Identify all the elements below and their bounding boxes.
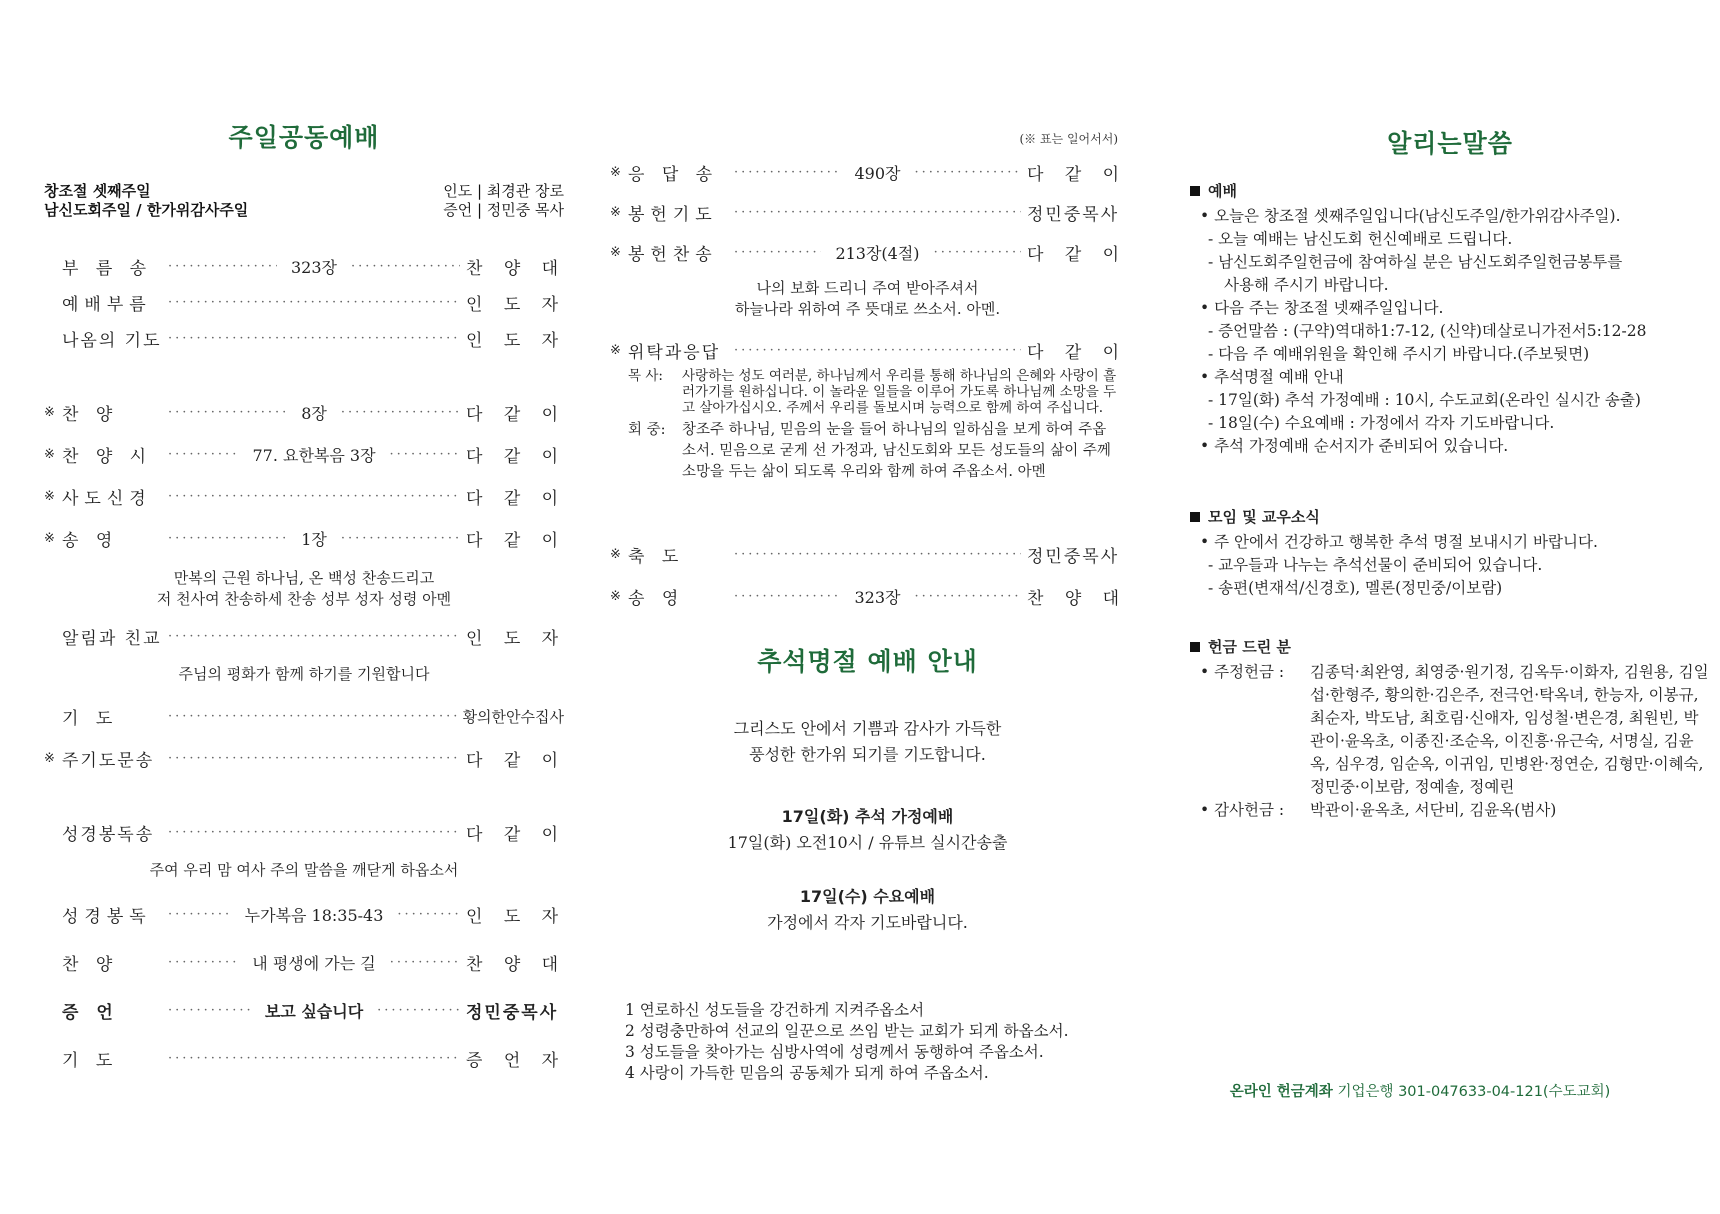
order-item: ※ 송 영 ····· 1장 ····· 다 같 이 [44,524,564,552]
announcement-line: - 증언말씀 : (구약)역대하1:7-12, (신약)데살로니가전서5:12-28 [1208,322,1647,340]
thanks-offering-names: 박관이·윤옥초, 서단비, 김윤옥(범사) [1310,801,1557,819]
offering-heading: 헌금 드린 분 [1208,638,1291,656]
order-list-mid-2 [610,540,1128,610]
announcement-line: • 주 안에서 건강하고 행복한 추석 명절 보내시기 바랍니다. [1200,533,1598,551]
announcement-line: • 추석명절 예배 안내 [1200,368,1344,386]
bullet-square-icon [1190,512,1200,522]
reading-song-text: 주여 우리 맘 여사 주의 말씀을 깨닫게 하옵소서 [149,861,459,879]
prayer-item: 2 성령충만하여 선교의 일꾼으로 쓰임 받는 교회가 되게 하옵소서. [625,1022,1069,1040]
offering-section [1190,636,1710,822]
chuseok-wednesday-worship: 17일(수) 수요예배 가정에서 각자 기도바랍니다. [767,887,968,932]
commission-text [628,368,1120,483]
order-item-prayer: 기 도 ····· 황의한안수집사 [44,702,564,730]
leader-label: 인도 | 최경관 장로 [443,182,564,200]
announcement-line: - 교우들과 나누는 추석선물이 준비되어 있습니다. [1208,556,1543,574]
announcement-line: • 다음 주는 창조절 넷째주일입니다. [1200,299,1444,317]
order-item-lords-prayer: ※ 주기도문송 ····· 다 같 이 [44,744,564,772]
fellowship-announcements [1190,506,1710,600]
order-item: ※ 봉헌기도 ····· 정민중목사 [610,198,1125,226]
order-item: ※ 찬 양 시 ····· 77. 요한복음 3장 ····· 다 같 이 [44,440,564,468]
order-item: ※ 축 도 ····· 정민중목사 [610,540,1125,568]
account-number: 기업은행 301-047633-04-121(수도교회) [1337,1084,1611,1100]
order-item: ※ 사도신경 ····· 다 같 이 [44,482,564,510]
order-list-1 [44,252,567,352]
announcement-line: - 다음 주 예배위원을 확인해 주시기 바랍니다.(주보뒷면) [1208,345,1590,363]
service-header [44,182,564,220]
season-label: 창조절 셋째주일 [44,182,151,200]
doxology-lyric: 만복의 근원 하나님, 온 백성 찬송드리고 저 천사여 찬송하세 찬송 성부 성자 성령 아멘 [156,569,452,608]
stand-note: (※ 표는 일어서서) [1019,132,1118,146]
announcement-line: - 송편(변재석/신경호), 멜론(정민중/이보람) [1208,579,1503,597]
order-item-commission: ※ 위탁과응답 ····· 다 같 이 [610,336,1125,364]
announcement-line: • 오늘은 창조절 셋째주일입니다(남신도주일/한가위감사주일). [1200,207,1621,225]
offering-lyric: 나의 보화 드리니 주여 받아주셔서 하늘나라 위하여 주 뜻대로 쓰소서. 아멘. [734,279,1001,318]
order-item: 예배부름 ····· 인 도 자 [44,288,564,316]
fellowship-heading: 모임 및 교우소식 [1208,508,1320,526]
bullet-square-icon [1190,642,1200,652]
worship-heading: 예배 [1208,182,1237,200]
announcement-line: 사용해 주시기 바랍니다. [1224,276,1389,294]
thanks-offering-label: • 감사헌금 : [1200,801,1285,819]
order-list-mid-1 [610,158,1128,266]
announcement-line: - 남신도회주일헌금에 참여하실 분은 남신도회주일헌금봉투를 [1208,253,1623,271]
people-words: 창조주 하나님, 믿음의 눈을 들어 하나님의 일하심을 보게 하여 주옵소서. 믿음으로 굳게 선 가정과, 남신도회와 모든 성도들의 삶이 주께 소망을 두는 삶이 되도록 우리와 함께 하여 주옵소서. 아멘 [682,422,1111,480]
order-list-2 [44,398,567,552]
order-item: 증 언 ····· 보고 싶습니다 ····· 정민중목사 [44,996,564,1024]
order-item: ※ 찬 양 ····· 8장 ····· 다 같 이 [44,398,564,426]
prayer-list [625,1000,1125,1084]
weekly-offering-names: 김종덕·최완영, 최영중·원기정, 김옥두·이화자, 김원용, 김일섭·한형주, 황의한·김은주, 전극언·탁옥녀, 한능자, 이봉규, 최순자, 박도남, 최호림·신애자, 임성철·변은경, 최원빈, 박관이·윤옥초, 이종진·조순옥, 이진흥·유근숙, 서명실, 김윤옥, 심우경, 임순옥, 이귀임, 민병완·정연순, 김형만·이혜숙, 정민중·이보람, 정예솔, 정예린 [1310,663,1709,796]
order-item: ※ 응 답 송 ····· 490장 ····· 다 같 이 [610,158,1125,186]
announcements-title: 알리는말씀 [1387,129,1513,158]
announcement-line: • 추석 가정예배 순서지가 준비되어 있습니다. [1200,437,1509,455]
announcement-line: - 18일(수) 수요예배 : 가정에서 각자 기도바랍니다. [1208,414,1555,432]
order-item-greeting: 알림과 친교 ····· 인 도 자 [44,622,564,650]
order-item: 부 름 송 ····· 323장 ····· 찬 양 대 [44,252,564,280]
account-label: 온라인 헌금계좌 [1229,1084,1333,1100]
order-list-3 [44,900,567,1072]
bullet-square-icon [1190,186,1200,196]
order-item: 기 도 ····· 증 언 자 [44,1044,564,1072]
online-account [1190,1080,1650,1101]
order-item: ※ 봉헌찬송 ····· 213장(4절) ····· 다 같 이 [610,238,1125,266]
prayer-item: 1 연로하신 성도들을 강건하게 지켜주옵소서 [625,1001,925,1019]
people-label: 회 중: [628,422,666,438]
announcement-line: - 오늘 예배는 남신도회 헌신예배로 드립니다. [1208,230,1513,248]
prayer-item: 3 성도들을 찾아가는 심방사역에 성령께서 동행하여 주옵소서. [625,1043,1044,1061]
chuseok-family-worship: 17일(화) 추석 가정예배 17일(화) 오전10시 / 유튜브 실시간송출 [727,807,1008,852]
announcement-line: - 17일(화) 추석 가정예배 : 10시, 수도교회(온라인 실시간 송출) [1208,391,1641,409]
order-item: 나옴의 기도 ····· 인 도 자 [44,324,564,352]
pastor-label: 목 사: [628,368,663,384]
sunday-label: 남신도회주일 / 한가위감사주일 [44,201,249,219]
greeting-text: 주님의 평화가 함께 하기를 기원합니다 [178,665,430,683]
weekly-offering-label: • 주정헌금 : [1200,663,1285,681]
chuseok-title: 추석명절 예배 안내 [757,647,978,676]
pastor-words: 사랑하는 성도 여러분, 하나님께서 우리를 통해 하나님의 은혜와 사랑이 흘러가기를 원하십니다. 이 놀라운 일들을 이루어 가도록 하나님께 소망을 두고 살아가십시오. 주께서 우리를 돌보시며 능력으로 함께 하여 주십니다. [682,368,1117,416]
preacher-label: 증언 | 정민중 목사 [443,201,564,219]
worship-title: 주일공동예배 [228,123,380,152]
prayer-item: 4 사랑이 가득한 믿음의 공동체가 되게 하여 주옵소서. [625,1064,989,1082]
order-item: ※ 송 영 ····· 323장 ····· 찬 양 대 [610,582,1125,610]
worship-announcements [1190,180,1710,458]
order-item-reading-song: 성경봉독송 ····· 다 같 이 [44,818,564,846]
chuseok-greeting: 그리스도 안에서 기쁨과 감사가 가득한 풍성한 한가위 되기를 기도합니다. [733,719,1002,764]
order-item: 찬 양 ····· 내 평생에 가는 길 ····· 찬 양 대 [44,948,564,976]
order-item: 성경봉독 ····· 누가복음 18:35-43 ····· 인 도 자 [44,900,564,928]
